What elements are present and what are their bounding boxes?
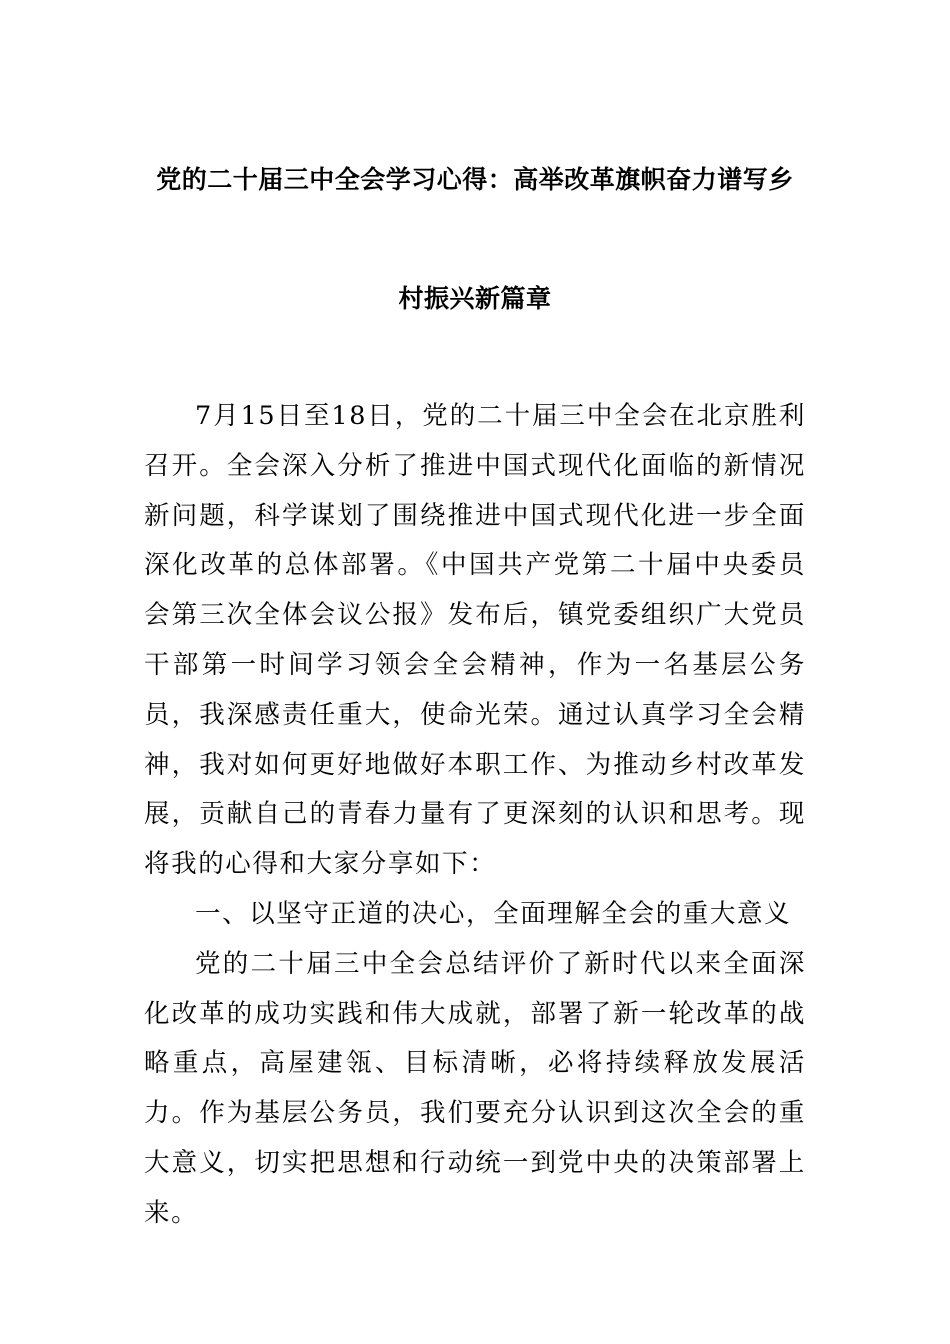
paragraph-intro: 7月15日至18日，党的二十届三中全会在北京胜利召开。全会深入分析了推进中国式现代化面临的新情况新问题，科学谋划了围绕推进中国式现代化进一步全面深化改革的总体部署。《中国共产党第二十届中央委员会第三次全体会议公报》发布后，镇党委组织广大党员干部第一时间学习领会全会精神，作为一名基层公务员，我深感责任重大，使命光荣。通过认真学习全会精神，我对如何更好地做好本职工作、为推动乡村改革发展，贡献自己的青春力量有了更深刻的认识和思考。现将我的心得和大家分享如下： xyxy=(144,401,806,880)
paragraph-section-1: 党的二十届三中全会总结评价了新时代以来全面深化改革的成功实践和伟大成就，部署了新一轮改革的战略重点，高屋建瓴、目标清晰，必将持续释放发展活力。作为基层公务员，我们要充分认识到这次全会的重大意义，切实把思想和行动统一到党中央的决策部署上来。 xyxy=(144,948,806,1228)
document-title-line-1: 党的二十届三中全会学习心得：高举改革旗帜奋力谱写乡 xyxy=(156,165,794,194)
section-heading-1: 一、以坚守正道的决心，全面理解全会的重大意义 xyxy=(195,898,792,929)
document-title-line-2: 村振兴新篇章 xyxy=(398,284,552,313)
document-body xyxy=(144,392,806,1239)
